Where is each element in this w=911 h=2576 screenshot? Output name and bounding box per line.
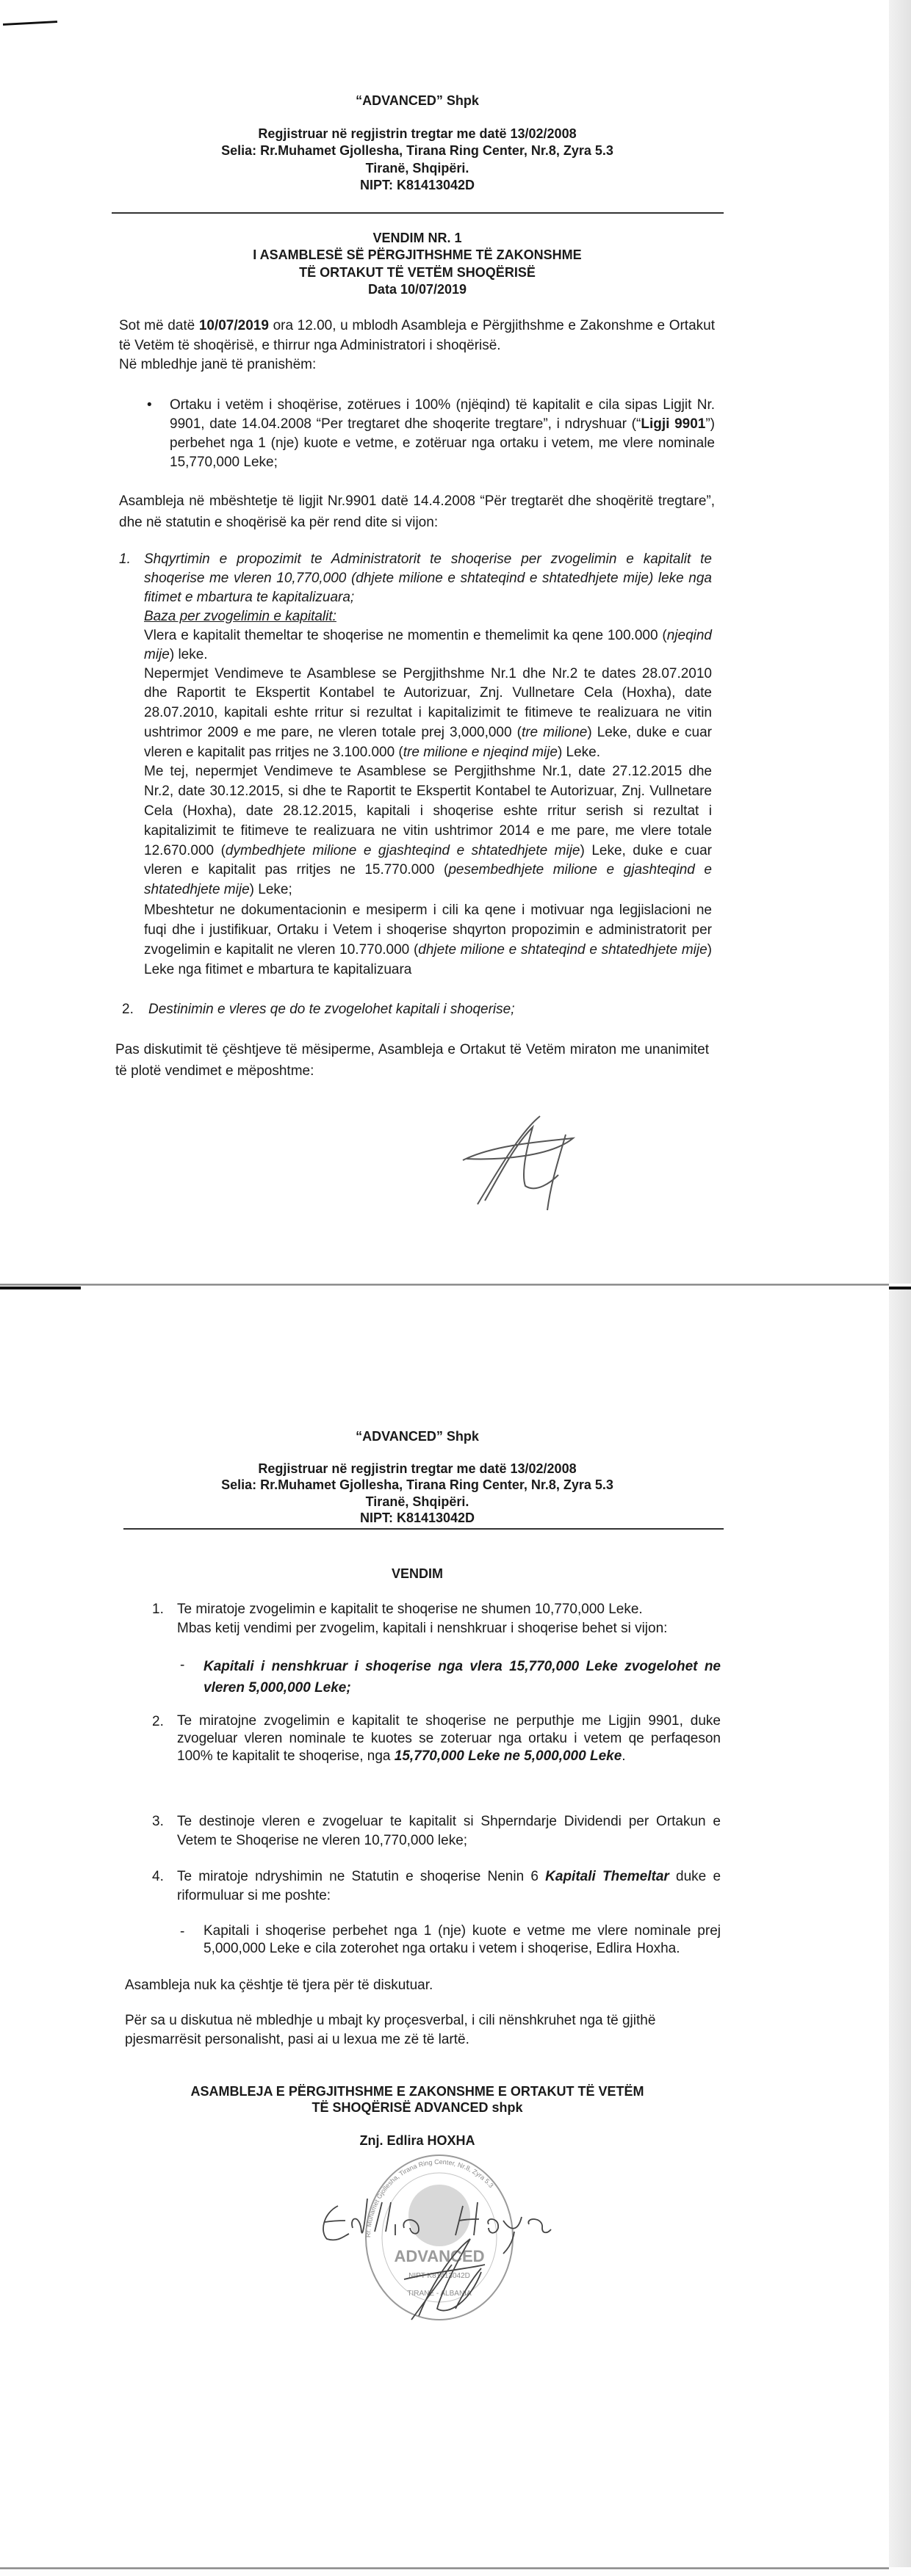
stamp-city: TIRANË - ALBANIA bbox=[407, 2289, 472, 2298]
agenda-item-2-row bbox=[122, 1000, 911, 1019]
intro-paragraph bbox=[119, 316, 715, 355]
text-segment: njeqind mije bbox=[144, 627, 712, 662]
city-line: Tiranë, Shqipëri. bbox=[365, 160, 469, 176]
agenda-item-1-body bbox=[144, 550, 712, 980]
basis-paragraph-4 bbox=[144, 900, 712, 980]
decision-4-detail bbox=[204, 1922, 721, 1958]
text-segment: . bbox=[622, 1748, 626, 1764]
scan-mark bbox=[3, 21, 57, 26]
text-segment: 15,770,000 Leke ne 5,000,000 Leke bbox=[394, 1748, 622, 1764]
text-segment: Destinimin e vleres qe do te zvogelohet kapitali i shoqerise; bbox=[148, 1002, 515, 1018]
text-segment: Te destinoje vleren e zvogeluar te kapitalit si Shperndarje Dividendi per Ortakun e Vetem te Shoqerise ne vleren 10,770,000 leke; bbox=[177, 1814, 721, 1848]
agenda-item-1 bbox=[144, 550, 712, 607]
minutes-paragraph: Për sa u diskutua në mbledhje u mbajt ky proçesverbal, i cili nënshkruhet nga të gjithë pjesmarrësit personalisht, pasi ai u lexua me zë të lartë. bbox=[125, 2013, 656, 2047]
agenda-item-number: 2. bbox=[122, 1002, 134, 1018]
company-header bbox=[0, 1461, 835, 1527]
text-segment: Me tej, nepermjet Vendimeve te Asamblese se Pergjithshme Nr.1, date 27.12.2015 dhe Nr.2, date 30.12.2015, si dhe te Raportit te Ekspertit Kontabel te Autorizuar, Znj. Vullnetare Cela (Hoxha), date 28.12.2015, kapitali i shoqerise eshte rritur serish si rezultat i kapitalizimit te fitimeve te realizuara ne vitin ushtrimor 2014 e me pare, me vlere totale 12.670.000 ( bbox=[144, 764, 712, 858]
page-1-content bbox=[0, 93, 911, 1082]
signature-mark bbox=[455, 1101, 588, 1212]
header-rule bbox=[123, 1528, 724, 1530]
page-2-content bbox=[0, 1428, 911, 2337]
agenda-item-number: 1. bbox=[119, 551, 131, 567]
text-segment: tre milione e njeqind mije bbox=[403, 744, 558, 760]
text-segment: ) Leke. bbox=[557, 744, 601, 760]
dash-icon: - bbox=[180, 1657, 185, 1673]
decision-title: VENDIM bbox=[391, 1566, 443, 1581]
title-line: I ASAMBLESË SË PËRGJITHSHME TË ZAKONSHME bbox=[253, 247, 582, 262]
address-line: Selia: Rr.Muhamet Gjollesha, Tirana Ring Center, Nr.8, Zyra 5.3 bbox=[221, 143, 613, 158]
text-segment: Pas diskutimit të çështjeve të mësiperme, Asambleja e Ortakut të Vetëm miraton me unanimitet të plotë vendimet e mëposhtme: bbox=[115, 1042, 709, 1079]
conclusion-paragraph bbox=[115, 1039, 709, 1082]
signatory-line: ASAMBLEJA E PËRGJITHSHME E ZAKONSHME E ORTAKUT TË VETËM bbox=[190, 2084, 644, 2099]
no-other-matters: Asambleja nuk ka çështje të tjera për të diskutuar. bbox=[125, 1978, 433, 1993]
text-segment: dymbedhjete milione e gjashteqind e shtatedhjete mije bbox=[225, 842, 580, 858]
title-date: Data 10/07/2019 bbox=[367, 282, 467, 297]
page-separator bbox=[0, 1284, 889, 1286]
title-line: VENDIM NR. 1 bbox=[372, 230, 462, 245]
text-segment: ) Leke, duke e cuar vleren e kapitalit pas rritjes ne 15.770.000 ( bbox=[144, 842, 712, 878]
text-segment: Te miratoje zvogelimin e kapitalit te shoqerise ne shumen 10,770,000 Leke. bbox=[177, 1602, 643, 1617]
text-segment: ) Leke nga fitimet e mbartura te kapitalizuara bbox=[144, 942, 712, 978]
decision-4-detail-row bbox=[180, 1922, 911, 1958]
dash-icon: - bbox=[180, 1924, 185, 1939]
decision-1 bbox=[177, 1600, 735, 1619]
text-segment: Sot më datë bbox=[119, 317, 199, 333]
decision-number: 3. bbox=[152, 1814, 164, 1829]
text-segment: Nepermjet Vendimeve te Asamblese se Pergjithshme Nr.1 dhe Nr.2 te dates 28.07.2010 dhe Raportit te Ekspertit Kontabel te Autorizuar, Znj. Vullnetare Cela (Hoxha), date 28.07.2010, kapitali eshte rritur si rezultat i kapitalizimit te fitimeve te realizuara ne vitin ushtrimor 2009 e me pare, ne vleren totale prej 3,000,000 ( bbox=[144, 665, 712, 740]
stamp-ring-text: Rr. Muhamet Gjollesha, Tirana Ring Center, Nr.8, Zyra 5.3 bbox=[364, 2157, 495, 2237]
attendee-bullet bbox=[170, 396, 715, 472]
address-line: Selia: Rr.Muhamet Gjollesha, Tirana Ring Center, Nr.8, Zyra 5.3 bbox=[221, 1477, 613, 1492]
nipt-line: NIPT: K81413042D bbox=[359, 1510, 475, 1525]
decision-1-detail-row bbox=[180, 1656, 911, 1698]
text-segment: ) leke. bbox=[169, 646, 208, 662]
company-name: “ADVANCED” Shpk bbox=[356, 1429, 479, 1444]
page-2 bbox=[0, 1289, 911, 2567]
text-segment: ora 12.00, u mblodh Asambleja e Përgjithshme e Zakonshme e Ortakut të Vetëm të shoqërisë, e thirrur nga Administratori i shoqërisë. bbox=[119, 317, 715, 353]
header-rule bbox=[112, 212, 724, 214]
bullet-icon: • bbox=[147, 397, 152, 413]
text-segment: tre milione bbox=[521, 724, 588, 740]
text-segment: Mbeshtetur ne dokumentacionin e mesiperm i cili ka qene i motivuar nga legjislacioni ne fuqi dhe i justifikuar, Ortaku i Vetem i shoqerise shqyrton propozimin e administratorit per zvogelimin e kapitalit ne vleren 10.770.000 ( bbox=[144, 902, 712, 958]
decision-2 bbox=[177, 1712, 721, 1765]
attendee-row bbox=[147, 396, 911, 472]
text-segment: Vlera e kapitalit themeltar te shoqerise ne momentin e themelimit ka qene 100.000 ( bbox=[144, 627, 667, 643]
text-segment: 10/07/2019 bbox=[198, 317, 269, 333]
basis-paragraph-3 bbox=[144, 762, 712, 900]
text-segment: Asambleja në mbështetje të ligjit Nr.9901 datë 14.4.2008 “Për tregtarët dhe shoqëritë tregtare”, dhe në statutin e shoqërisë ka për rend dite si vijon: bbox=[119, 493, 715, 530]
registration-line: Regjistruar në regjistrin tregtar me datë 13/02/2008 bbox=[258, 126, 577, 141]
page-bottom-edge bbox=[0, 2567, 889, 2569]
text-segment: ) Leke; bbox=[249, 882, 292, 898]
decision-1-note bbox=[177, 1619, 735, 1638]
text-segment: Kapitali Themeltar bbox=[545, 1869, 669, 1884]
decision-1-row bbox=[152, 1600, 911, 1638]
signatory-name: Znj. Edlira HOXHA bbox=[359, 2133, 475, 2148]
text-segment: ”) perbehet nga 1 (nje) kuote e vetme, e zotëruar nga ortaku i vetem, me vlere nominale 15,770,000 Leke; bbox=[170, 416, 715, 470]
decision-3 bbox=[177, 1812, 721, 1850]
text-segment: Mbas ketij vendimi per zvogelim, kapitali i nenshkruar i shoqerise behet si vijon: bbox=[177, 1621, 668, 1636]
city-line: Tiranë, Shqipëri. bbox=[365, 1494, 469, 1509]
decision-number: 1. bbox=[152, 1602, 164, 1617]
decision-number: 2. bbox=[152, 1714, 164, 1729]
company-header bbox=[0, 126, 835, 195]
stamp-logo: ADVANCED bbox=[394, 2246, 485, 2265]
decision-1-detail bbox=[204, 1656, 721, 1698]
text-segment: Kapitali i nenshkruar i shoqerise nga vlera 15,770,000 Leke zvogelohet ne vleren 5,000,000 Leke; bbox=[204, 1659, 721, 1696]
registration-line: Regjistruar në regjistrin tregtar me datë 13/02/2008 bbox=[258, 1461, 577, 1476]
handwritten-signature bbox=[309, 2199, 558, 2331]
decision-title bbox=[0, 230, 835, 299]
page-1 bbox=[0, 0, 911, 1284]
agenda-item-2 bbox=[148, 1000, 712, 1019]
stamp-area bbox=[0, 2153, 911, 2337]
decision-1-body bbox=[177, 1600, 735, 1638]
stamp-nipt: NIPT K81413042D bbox=[408, 2271, 470, 2280]
present-label: Në mbledhje janë të pranishëm: bbox=[119, 356, 317, 372]
text-segment: Shqyrtimin e propozimit te Administratorit te shoqerise per zvogelimin e kapitalit te shoqerise me vleren 10,770,000 (dhjete milione e shtateqind e shtatedhjete mije) leke nga fitimet e mbartura te kapitalizuara; bbox=[144, 551, 712, 605]
text-segment: Te miratoje ndryshimin ne Statutin e shoqerise Nenin 6 bbox=[177, 1869, 546, 1884]
agenda-item-1-row bbox=[119, 550, 911, 980]
company-name: “ADVANCED” Shpk bbox=[356, 93, 479, 108]
text-segment: Te miratojne zvogelimin e kapitalit te shoqerise ne perputhje me Ligjin 9901, duke zvogeluar vleren nominale te kuotes se zoteruar nga ortaku i vetem qe perfaqeson 100% te kapitalit te shoqerise, nga bbox=[177, 1713, 721, 1764]
text-segment: dhjete milione e shtateqind e shtatedhjete mije bbox=[418, 942, 707, 958]
text-segment: duke e riformuluar si me poshte: bbox=[177, 1869, 721, 1903]
decision-3-row bbox=[152, 1812, 911, 1850]
basis-heading: Baza per zvogelimin e kapitalit: bbox=[144, 608, 336, 624]
decision-number: 4. bbox=[152, 1869, 164, 1884]
agenda-intro bbox=[119, 491, 715, 533]
basis-paragraph-1 bbox=[144, 626, 712, 665]
text-segment: Ortaku i vetëm i shoqërise, zotërues i 100% (njëqind) të kapitalit e cila sipas Ligjit Nr. 9901, date 14.04.2008 “Per tregtaret dhe shoqerite tregtare”, i ndryshuar (“ bbox=[170, 397, 715, 432]
nipt-line: NIPT: K81413042D bbox=[359, 178, 475, 192]
text-segment: pesembedhjete milione e gjashteqind e shtatedhjete mije bbox=[144, 862, 713, 898]
text-segment: ) Leke, duke e cuar vleren e kapitalit pas rritjes ne 3.100.000 ( bbox=[144, 724, 713, 760]
decision-4-row bbox=[152, 1867, 911, 1906]
decision-2-row bbox=[152, 1712, 911, 1765]
title-line: TË ORTAKUT TË VETËM SHOQËRISË bbox=[299, 264, 536, 280]
signatory-block bbox=[0, 2083, 835, 2116]
signatory-line: TË SHOQËRISË ADVANCED shpk bbox=[312, 2100, 523, 2115]
text-segment: Kapitali i shoqerise perbehet nga 1 (nje) kuote e vetme me vlere nominale prej 5,000,000 Leke e cila zoterohet nga ortaku i vetem i shoqerise, Edlira Hoxha. bbox=[204, 1923, 721, 1956]
text-segment: Ligji 9901 bbox=[641, 416, 706, 432]
basis-paragraph-2 bbox=[144, 665, 712, 763]
decision-4 bbox=[177, 1867, 721, 1906]
